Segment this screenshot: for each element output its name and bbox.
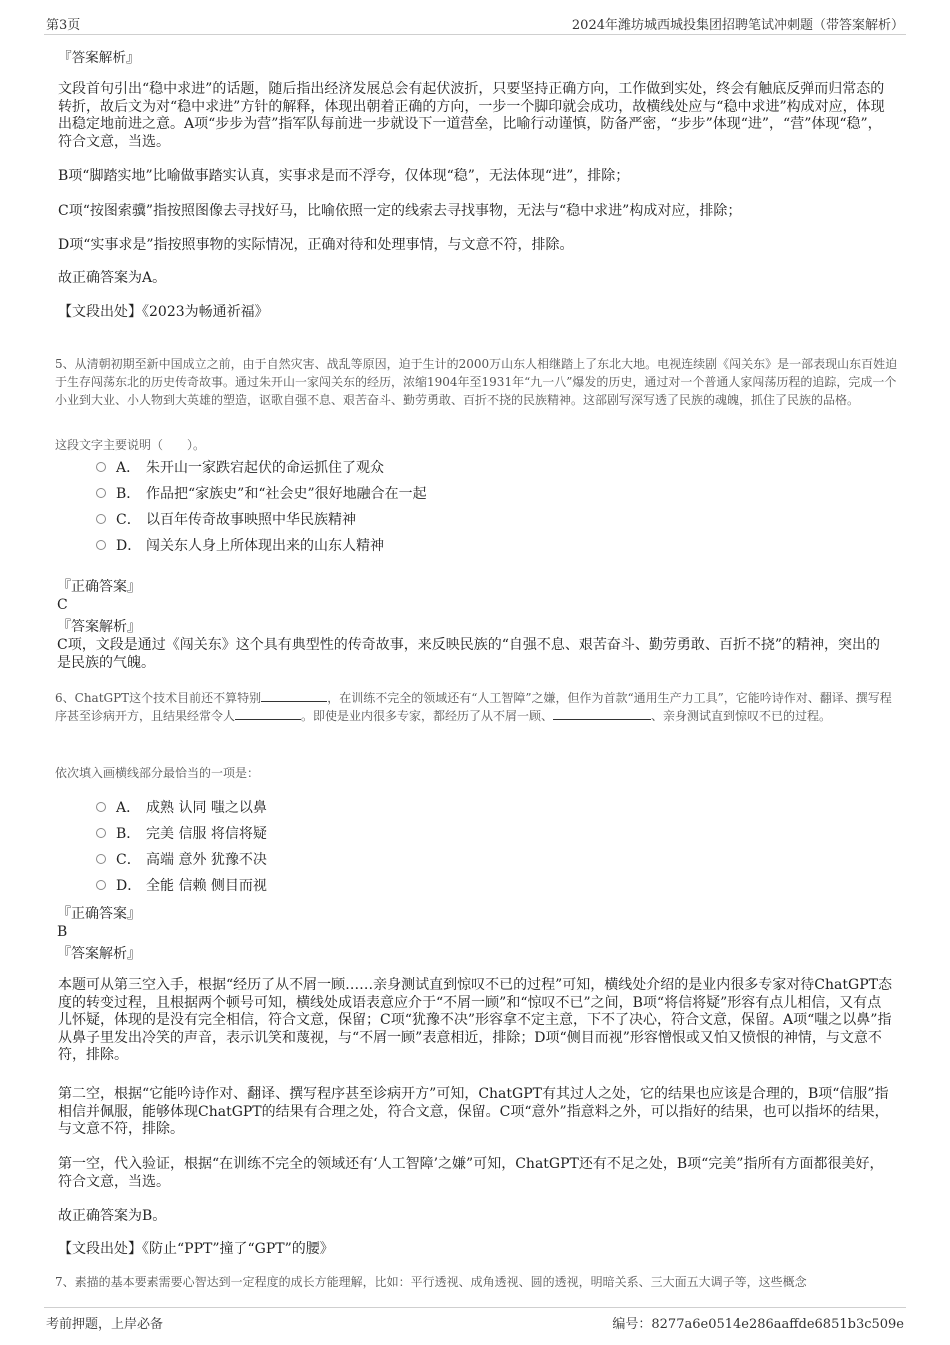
q6-option-c[interactable]: C． 高端 意外 犹豫不决 — [96, 850, 267, 870]
q5-analysis-label: 『答案解析』 — [57, 619, 141, 635]
footer-slogan: 考前押题，上岸必备 — [46, 1317, 164, 1332]
q5-option-c[interactable]: C． 以百年传奇故事映照中华民族精神 — [96, 510, 356, 530]
q6-answer-label: 『正确答案』 — [57, 906, 141, 922]
q6-source: 【文段出处】《防止“PPT”撞了“GPT”的腰》 — [58, 1241, 334, 1257]
q4-analysis-para4: D项“实事求是”指按照事物的实际情况，正确对待和处理事情，与文意不符，排除。 — [58, 237, 574, 253]
q6-analysis-para1: 本题可从第三空入手，根据“经历了从不屑一顾……亲身测试直到惊叹不已的过程”可知，横线处介绍的是业内很多专家对待ChatGPT态度的转变过程，且根据两个顿号可知，横线处成语表意应介于“不屑一顾”和“惊叹不已”之间，B项“将信将疑”形容有点儿相信，又有点儿怀疑，体现的是没有完全相信，符合文意，保留；C项“犹豫不决”形容拿不定主意，下不了决心，符合文意，保留。A项“嗤之以鼻”指从鼻子里发出冷笑的声音，表示讥笑和蔑视，与“不屑一顾”表意相近，排除；D项“侧目而视”形容憎恨或又怕又愤恨的神情，与文意不符，排除。 — [58, 977, 892, 1063]
radio-icon[interactable] — [96, 828, 106, 838]
q5-answer-label: 『正确答案』 — [57, 579, 141, 595]
q5-answer: C — [57, 597, 68, 613]
q4-analysis-para2: B项“脚踏实地”比喻做事踏实认真，实事求是而不浮夸，仅体现“稳”，无法体现“进”，排除； — [58, 168, 630, 184]
q4-analysis-label: 『答案解析』 — [58, 50, 140, 66]
radio-icon[interactable] — [96, 854, 106, 864]
document-title: 2024年潍坊城西城投集团招聘笔试冲刺题（带答案解析） — [571, 18, 904, 33]
radio-icon[interactable] — [96, 540, 106, 550]
q6-option-b[interactable]: B． 完美 信服 将信将疑 — [96, 824, 267, 844]
q6-analysis-label: 『答案解析』 — [57, 946, 141, 962]
footer-divider — [44, 1307, 906, 1308]
q6-conclusion: 故正确答案为B。 — [58, 1208, 167, 1224]
q7-stem: 7、素描的基本要素需要心智达到一定程度的成长方能理解，比如：平行透视、成角透视、圆的透视，明暗关系、三大面五大调子等，这些概念 — [55, 1275, 807, 1289]
radio-icon[interactable] — [96, 462, 106, 472]
q6-analysis-para3: 第一空，代入验证，根据“在训练不完全的领域还有‘人工智障’之嫌”可知，ChatGPT还有不足之处，B项“完美”指所有方面都很美好，符合文意，当选。 — [58, 1156, 884, 1190]
q4-analysis-para1: 文段首句引出“稳中求进”的话题，随后指出经济发展总会有起伏波折，只要坚持正确方向，工作做到实处，终会有触底反弹而归常态的转折，故后文为对“稳中求进”方针的解释，体现出朝着正确的方向，一步一个脚印就会成功，故横线处应与“稳中求进”构成对应，体现出稳定地前进之意。A项“步步为营”指军队每前进一步就设下一道营垒，比喻行动谨慎，防备严密，“步步”体现“进”，“营”体现“稳”，符合文意，当选。 — [58, 81, 885, 150]
q6-option-a[interactable]: A． 成熟 认同 嗤之以鼻 — [96, 798, 267, 818]
radio-icon[interactable] — [96, 488, 106, 498]
q6-stem: 6、ChatGPT这个技术目前还不算特别 ，在训练不完全的领域还有“人工智障”之嫌，但作为首款“通用生产力工具”，它能吟诗作对、翻译、撰写程序甚至诊病开方，且结果经常令人 。即使是业内很多专家，都经历了从不屑一顾、 、亲身测试直到惊叹不已的过程。 — [55, 691, 892, 723]
blank-1 — [261, 689, 327, 702]
footer-code: 编号：8277a6e0514e286aaffde6851b3c509e — [612, 1317, 904, 1332]
blank-2 — [235, 707, 301, 720]
q6-option-d[interactable]: D． 全能 信赖 侧目而视 — [96, 876, 267, 896]
blank-3 — [553, 707, 651, 720]
q5-prompt: 这段文字主要说明（ ）。 — [55, 438, 206, 452]
q6-analysis-para2: 第二空，根据“它能吟诗作对、翻译、撰写程序甚至诊病开方”可知，ChatGPT有其过人之处，它的结果也应该是合理的，B项“信服”指相信并佩服，能够体现ChatGPT的结果有合理之处，符合文意，保留。C项“意外”指意料之外，可以指好的结果，也可以指坏的结果，与文意不符，排除。 — [58, 1086, 889, 1137]
q4-source: 【文段出处】《2023为畅通祈福》 — [58, 304, 269, 320]
q5-analysis: C项，文段是通过《闯关东》这个具有典型性的传奇故事，来反映民族的“自强不息、艰苦奋斗、勤劳勇敢、百折不挠”的精神，突出的是民族的气魄。 — [57, 637, 881, 671]
q5-stem: 5、从清朝初期至新中国成立之前，由于自然灾害、战乱等原因，迫于生计的2000万山东人相继踏上了东北大地。电视连续剧《闯关东》是一部表现山东百姓迫于生存闯荡东北的历史传奇故事。通过朱开山一家闯关东的经历，浓缩1904年至1931年“九一八”爆发的历史，通过对一个普通人家闯荡历程的追踪，完成一个小业到大业、小人物到大英雄的塑造，讴歌自强不息、艰苦奋斗、勤劳勇敢、百折不挠的民族精神。这部剧写深写透了民族的魂魄，抓住了民族的品格。 — [55, 357, 898, 407]
q5-option-d[interactable]: D． 闯关东人身上所体现出来的山东人精神 — [96, 536, 384, 556]
radio-icon[interactable] — [96, 802, 106, 812]
q5-option-b[interactable]: B． 作品把“家族史”和“社会史”很好地融合在一起 — [96, 484, 427, 504]
q6-prompt: 依次填入画横线部分最恰当的一项是： — [55, 766, 260, 780]
radio-icon[interactable] — [96, 880, 106, 890]
radio-icon[interactable] — [96, 514, 106, 524]
q6-answer: B — [57, 924, 68, 940]
q4-analysis-para3: C项“按图索骥”指按照图像去寻找好马，比喻依照一定的线索去寻找事物，无法与“稳中求进”构成对应，排除； — [58, 203, 742, 219]
q5-option-a[interactable]: A． 朱开山一家跌宕起伏的命运抓住了观众 — [96, 458, 384, 478]
page-header — [44, 12, 906, 34]
header-divider — [44, 34, 906, 35]
q4-conclusion: 故正确答案为A。 — [58, 270, 167, 286]
page-number: 第3页 — [46, 18, 81, 33]
